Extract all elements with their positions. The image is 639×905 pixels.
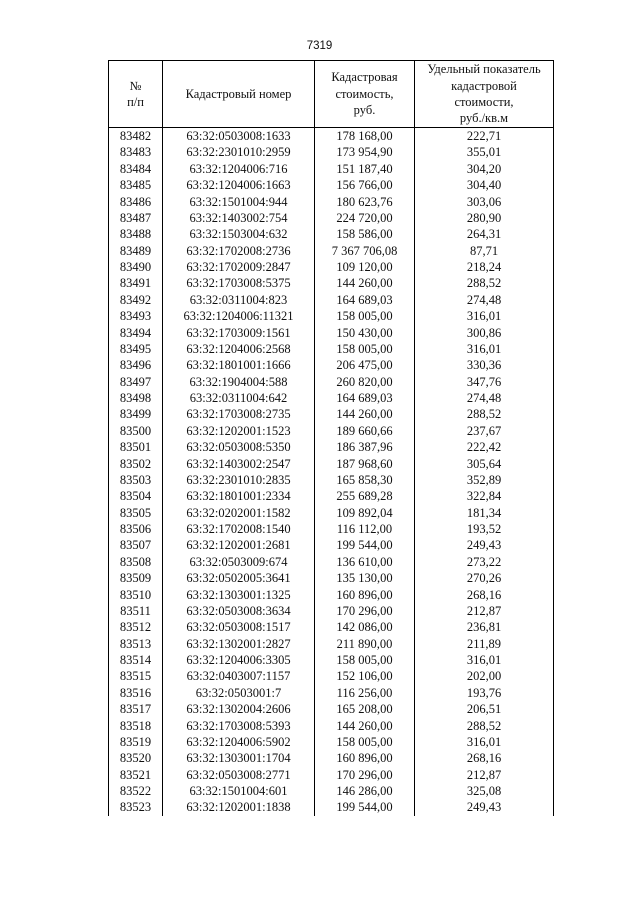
row-number-cell: 83489 [109,243,163,259]
table-row [109,243,554,259]
cadastral-value-cell: 160 896,00 [315,587,415,603]
unit-value-cell: 212,87 [415,767,554,783]
unit-value-cell: 181,34 [415,505,554,521]
cadastral-number-cell: 63:32:1303001:1325 [163,587,315,603]
row-number-cell: 83484 [109,161,163,177]
table-row [109,144,554,160]
row-number-cell: 83514 [109,652,163,668]
unit-value-cell: 264,31 [415,226,554,242]
table-row [109,177,554,193]
row-number-cell: 83507 [109,537,163,553]
cadastral-value-cell: 146 286,00 [315,783,415,799]
table-row [109,406,554,422]
cadastral-value-cell: 158 005,00 [315,652,415,668]
cadastral-value-cell: 158 005,00 [315,341,415,357]
cadastral-value-cell: 211 890,00 [315,636,415,652]
table-row [109,521,554,537]
row-number-cell: 83488 [109,226,163,242]
table-row [109,275,554,291]
table-row [109,701,554,717]
row-number-cell: 83520 [109,750,163,766]
table-row [109,668,554,684]
unit-value-cell: 280,90 [415,210,554,226]
row-number-cell: 83483 [109,144,163,160]
page-number: 7319 [306,40,333,52]
unit-value-cell: 305,64 [415,456,554,472]
row-number-cell: 83486 [109,194,163,210]
cadastral-number-cell: 63:32:1204006:3305 [163,652,315,668]
unit-value-cell: 304,20 [415,161,554,177]
table-row [109,783,554,799]
table-row [109,357,554,373]
row-number-cell: 83501 [109,439,163,455]
row-number-cell: 83513 [109,636,163,652]
cadastral-value-cell: 136 610,00 [315,554,415,570]
table-row [109,259,554,275]
cadastral-value-cell: 164 689,03 [315,292,415,308]
cadastral-value-cell: 7 367 706,08 [315,243,415,259]
cadastral-value-cell: 170 296,00 [315,603,415,619]
cadastral-number-cell: 63:32:1403002:2547 [163,456,315,472]
header-unit-value: Удельный показатель кадастровой стоимости, руб./кв.м [415,61,554,128]
unit-value-cell: 288,52 [415,406,554,422]
row-number-cell: 83511 [109,603,163,619]
cadastral-value-cell: 116 256,00 [315,685,415,701]
table-row [109,210,554,226]
cadastral-number-cell: 63:32:0503008:3634 [163,603,315,619]
cadastral-number-cell: 63:32:0202001:1582 [163,505,315,521]
unit-value-cell: 288,52 [415,718,554,734]
cadastral-value-cell: 116 112,00 [315,521,415,537]
cadastral-number-cell: 63:32:0503008:1633 [163,128,315,145]
table-row [109,767,554,783]
row-number-cell: 83522 [109,783,163,799]
table-row [109,685,554,701]
row-number-cell: 83495 [109,341,163,357]
cadastral-number-cell: 63:32:1702009:2847 [163,259,315,275]
cadastral-value-cell: 260 820,00 [315,374,415,390]
unit-value-cell: 237,67 [415,423,554,439]
row-number-cell: 83485 [109,177,163,193]
cadastral-value-cell: 187 968,60 [315,456,415,472]
row-number-cell: 83503 [109,472,163,488]
cadastral-value-cell: 151 187,40 [315,161,415,177]
row-number-cell: 83497 [109,374,163,390]
cadastral-number-cell: 63:32:1703008:5393 [163,718,315,734]
cadastral-number-cell: 63:32:1204006:1663 [163,177,315,193]
unit-value-cell: 202,00 [415,668,554,684]
unit-value-cell: 273,22 [415,554,554,570]
row-number-cell: 83505 [109,505,163,521]
header-cadastral-number: Кадастровый номер [163,61,315,128]
table-row [109,292,554,308]
table-row [109,374,554,390]
row-number-cell: 83490 [109,259,163,275]
cadastral-number-cell: 63:32:1204006:2568 [163,341,315,357]
table-row [109,341,554,357]
cadastral-value-cell: 150 430,00 [315,325,415,341]
row-number-cell: 83487 [109,210,163,226]
unit-value-cell: 316,01 [415,308,554,324]
unit-value-cell: 355,01 [415,144,554,160]
table-header-row [109,61,554,128]
table-row [109,619,554,635]
cadastral-number-cell: 63:32:1403002:754 [163,210,315,226]
unit-value-cell: 249,43 [415,537,554,553]
cadastral-number-cell: 63:32:0503009:674 [163,554,315,570]
cadastral-value-cell: 158 586,00 [315,226,415,242]
cadastral-number-cell: 63:32:1503004:632 [163,226,315,242]
table-row [109,587,554,603]
table-body [109,128,554,816]
row-number-cell: 83512 [109,619,163,635]
row-number-cell: 83510 [109,587,163,603]
table-row [109,472,554,488]
cadastral-number-cell: 63:32:1801001:1666 [163,357,315,373]
row-number-cell: 83523 [109,799,163,815]
cadastral-number-cell: 63:32:1801001:2334 [163,488,315,504]
cadastral-value-cell: 165 208,00 [315,701,415,717]
cadastral-number-cell: 63:32:1904004:588 [163,374,315,390]
table-row [109,652,554,668]
table-row [109,439,554,455]
table-row [109,750,554,766]
row-number-cell: 83506 [109,521,163,537]
cadastral-value-cell: 160 896,00 [315,750,415,766]
row-number-cell: 83515 [109,668,163,684]
row-number-cell: 83518 [109,718,163,734]
cadastral-value-cell: 144 260,00 [315,718,415,734]
unit-value-cell: 236,81 [415,619,554,635]
cadastral-value-cell: 173 954,90 [315,144,415,160]
unit-value-cell: 193,76 [415,685,554,701]
table-row [109,456,554,472]
row-number-cell: 83493 [109,308,163,324]
table-row [109,226,554,242]
table-row [109,636,554,652]
cadastral-value-cell: 152 106,00 [315,668,415,684]
unit-value-cell: 325,08 [415,783,554,799]
cadastral-value-cell: 186 387,96 [315,439,415,455]
cadastral-number-cell: 63:32:1202001:1523 [163,423,315,439]
unit-value-cell: 87,71 [415,243,554,259]
cadastral-number-cell: 63:32:1501004:601 [163,783,315,799]
cadastral-value-cell: 199 544,00 [315,799,415,815]
unit-value-cell: 347,76 [415,374,554,390]
cadastral-value-cell: 144 260,00 [315,406,415,422]
table-row [109,537,554,553]
cadastral-value-cell: 178 168,00 [315,128,415,145]
row-number-cell: 83516 [109,685,163,701]
cadastral-number-cell: 63:32:1303001:1704 [163,750,315,766]
cadastral-number-cell: 63:32:0311004:642 [163,390,315,406]
row-number-cell: 83492 [109,292,163,308]
cadastral-number-cell: 63:32:1202001:1838 [163,799,315,815]
row-number-cell: 83494 [109,325,163,341]
unit-value-cell: 270,26 [415,570,554,586]
unit-value-cell: 316,01 [415,734,554,750]
table-row [109,423,554,439]
cadastral-number-cell: 63:32:1204006:11321 [163,308,315,324]
table-row [109,734,554,750]
cadastral-number-cell: 63:32:1703008:2735 [163,406,315,422]
cadastral-value-cell: 109 892,04 [315,505,415,521]
row-number-cell: 83504 [109,488,163,504]
unit-value-cell: 303,06 [415,194,554,210]
cadastral-value-cell: 158 005,00 [315,308,415,324]
unit-value-cell: 352,89 [415,472,554,488]
header-row-number: № п/п [109,61,163,128]
table-header [109,61,554,128]
cadastral-value-cell: 206 475,00 [315,357,415,373]
cadastral-value-cell: 109 120,00 [315,259,415,275]
unit-value-cell: 211,89 [415,636,554,652]
cadastral-number-cell: 63:32:1702008:2736 [163,243,315,259]
cadastral-number-cell: 63:32:0503008:5350 [163,439,315,455]
unit-value-cell: 300,86 [415,325,554,341]
cadastral-number-cell: 63:32:2301010:2835 [163,472,315,488]
row-number-cell: 83496 [109,357,163,373]
cadastral-value-cell: 158 005,00 [315,734,415,750]
cadastral-number-cell: 63:32:1302001:2827 [163,636,315,652]
cadastral-number-cell: 63:32:0403007:1157 [163,668,315,684]
cadastral-value-cell: 164 689,03 [315,390,415,406]
cadastral-value-cell: 199 544,00 [315,537,415,553]
unit-value-cell: 274,48 [415,390,554,406]
table-row [109,603,554,619]
row-number-cell: 83502 [109,456,163,472]
cadastral-number-cell: 63:32:1703009:1561 [163,325,315,341]
cadastral-value-cell: 165 858,30 [315,472,415,488]
unit-value-cell: 304,40 [415,177,554,193]
table-row [109,488,554,504]
cadastral-value-cell: 144 260,00 [315,275,415,291]
cadastral-number-cell: 63:32:1204006:5902 [163,734,315,750]
cadastral-value-cell: 156 766,00 [315,177,415,193]
cadastral-number-cell: 63:32:1302004:2606 [163,701,315,717]
table-row [109,161,554,177]
row-number-cell: 83500 [109,423,163,439]
unit-value-cell: 193,52 [415,521,554,537]
header-cadastral-value: Кадастровая стоимость, руб. [315,61,415,128]
table-row [109,390,554,406]
table-row [109,194,554,210]
cadastral-number-cell: 63:32:1204006:716 [163,161,315,177]
table-row [109,718,554,734]
row-number-cell: 83517 [109,701,163,717]
cadastral-value-cell: 142 086,00 [315,619,415,635]
cadastral-number-cell: 63:32:1501004:944 [163,194,315,210]
cadastral-value-table [108,60,554,816]
unit-value-cell: 218,24 [415,259,554,275]
table-row [109,554,554,570]
row-number-cell: 83491 [109,275,163,291]
unit-value-cell: 212,87 [415,603,554,619]
cadastral-number-cell: 63:32:2301010:2959 [163,144,315,160]
row-number-cell: 83498 [109,390,163,406]
table-row [109,128,554,145]
table-row [109,505,554,521]
cadastral-number-cell: 63:32:0503001:7 [163,685,315,701]
cadastral-value-cell: 189 660,66 [315,423,415,439]
cadastral-value-cell: 170 296,00 [315,767,415,783]
row-number-cell: 83508 [109,554,163,570]
unit-value-cell: 316,01 [415,652,554,668]
cadastral-number-cell: 63:32:1702008:1540 [163,521,315,537]
table-row [109,799,554,815]
cadastral-value-cell: 135 130,00 [315,570,415,586]
unit-value-cell: 268,16 [415,587,554,603]
unit-value-cell: 249,43 [415,799,554,815]
unit-value-cell: 222,42 [415,439,554,455]
unit-value-cell: 274,48 [415,292,554,308]
cadastral-number-cell: 63:32:1202001:2681 [163,537,315,553]
unit-value-cell: 206,51 [415,701,554,717]
unit-value-cell: 322,84 [415,488,554,504]
cadastral-number-cell: 63:32:0503008:2771 [163,767,315,783]
table-row [109,570,554,586]
row-number-cell: 83521 [109,767,163,783]
table-row [109,308,554,324]
row-number-cell: 83499 [109,406,163,422]
cadastral-value-cell: 180 623,76 [315,194,415,210]
unit-value-cell: 222,71 [415,128,554,145]
cadastral-value-cell: 224 720,00 [315,210,415,226]
table-row [109,325,554,341]
row-number-cell: 83519 [109,734,163,750]
cadastral-number-cell: 63:32:0311004:823 [163,292,315,308]
cadastral-number-cell: 63:32:0502005:3641 [163,570,315,586]
unit-value-cell: 316,01 [415,341,554,357]
row-number-cell: 83509 [109,570,163,586]
unit-value-cell: 330,36 [415,357,554,373]
row-number-cell: 83482 [109,128,163,145]
cadastral-number-cell: 63:32:1703008:5375 [163,275,315,291]
cadastral-value-cell: 255 689,28 [315,488,415,504]
unit-value-cell: 268,16 [415,750,554,766]
unit-value-cell: 288,52 [415,275,554,291]
cadastral-number-cell: 63:32:0503008:1517 [163,619,315,635]
